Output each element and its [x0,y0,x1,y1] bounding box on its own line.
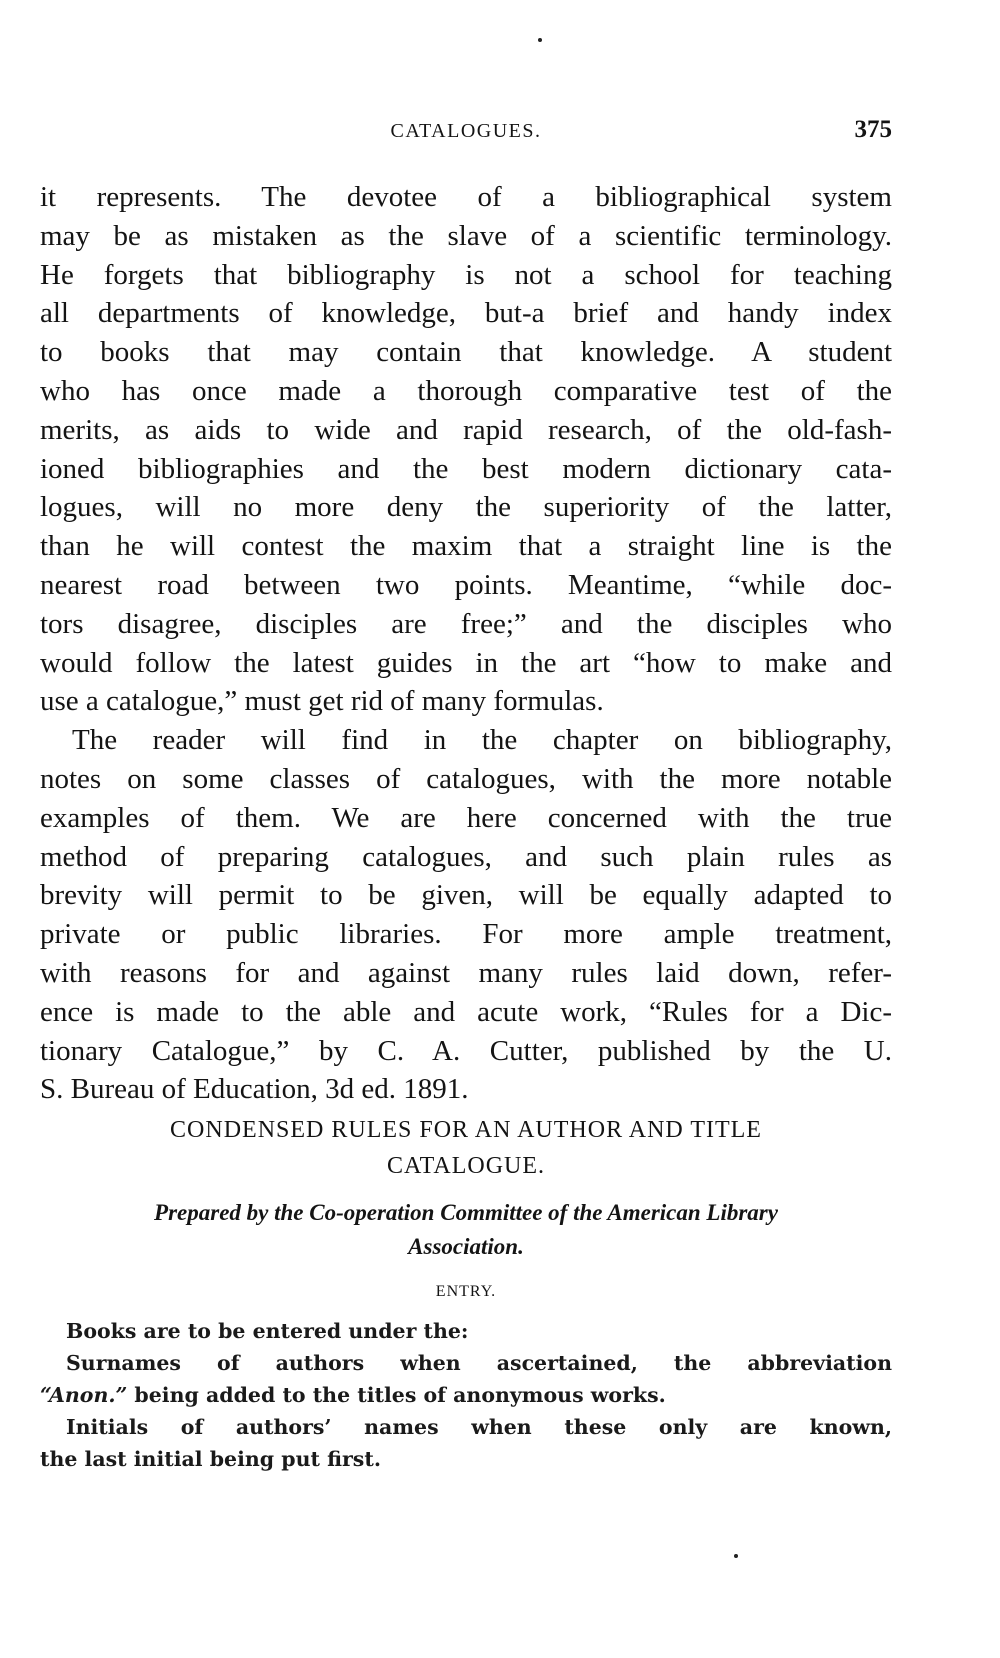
rule-surnames-line [40,1379,892,1411]
text-line: notes on some classes of catalogues, with the more notable [40,762,892,795]
text-line: to books that may contain that knowledge. A student [40,336,892,369]
anon-abbreviation: “Anon.” [40,1383,128,1407]
section-heading-line: CATALOGUE. [386,1153,546,1179]
print-speck [734,1554,738,1558]
section-heading-line: CONDENSED RULES FOR AN AUTHOR AND TITLE [170,1117,762,1143]
running-title: CATALOGUES. [390,120,542,142]
text-line: private or public libraries. For more ample treatment, [40,918,892,951]
text-line: brevity will permit to be given, will be equally adapted to [40,879,892,912]
rules-list [40,1315,892,1475]
text-line: examples of them. We are here concerned with the true [40,801,892,834]
page-number: 375 [854,116,892,143]
text-line: it represents. The devotee of a bibliographical system [40,181,892,213]
text-line: ence is made to the able and acute work, “Rules for a Dic- [40,995,892,1028]
rule-intro: Books are to be entered under the: [66,1319,469,1343]
text-line: method of preparing catalogues, and such plain rules as [40,840,892,873]
text-line: logues, will no more deny the superiority of the latter, [40,491,892,524]
body-text [40,178,892,1109]
paragraph-2 [40,721,892,1109]
section-heading [40,1112,892,1184]
rule-surnames-line: Surnames of authors when ascertained, the abbreviation [66,1351,892,1375]
rule-text: being added to the titles of anonymous works. [127,1383,666,1407]
text-line: all departments of knowledge, but-a brief and handy index [40,297,892,330]
text-line: who has once made a thorough comparative test of the [40,374,892,407]
rule-initials-line: the last initial being put first. [40,1447,381,1471]
text-line: He forgets that bibliography is not a school for teaching [40,258,892,291]
paragraph-1 [40,178,892,721]
text-line: use a catalogue,” must get rid of many formulas. [40,685,604,718]
text-line: merits, as aids to wide and rapid research, of the old-fash- [40,413,892,446]
rule-initials-line: Initials of authors’ names when these only are known, [66,1415,892,1439]
credit-line: Association. [408,1234,524,1259]
running-head [40,116,892,146]
print-speck [538,38,542,42]
text-line: The reader will find in the chapter on bibliography, [72,724,892,757]
text-line: tionary Catalogue,” by C. A. Cutter, published by the U. [40,1034,892,1067]
text-line: tors disagree, disciples are free;” and the disciples who [40,607,892,640]
text-line: with reasons for and against many rules laid down, refer- [40,956,892,989]
text-line: S. Bureau of Education, 3d ed. 1891. [40,1073,469,1106]
entry-subheading: ENTRY. [435,1283,497,1300]
text-line: would follow the latest guides in the art “how to make and [40,646,892,679]
section-credit [40,1196,892,1264]
text-line: nearest road between two points. Meantime, “while doc- [40,568,892,601]
text-line: may be as mistaken as the slave of a scientific terminology. [40,219,892,252]
credit-line: Prepared by the Co-operation Committee of the American Library [154,1200,778,1225]
text-line: ioned bibliographies and the best modern dictionary cata- [40,452,892,485]
text-line: than he will contest the maxim that a straight line is the [40,530,892,563]
